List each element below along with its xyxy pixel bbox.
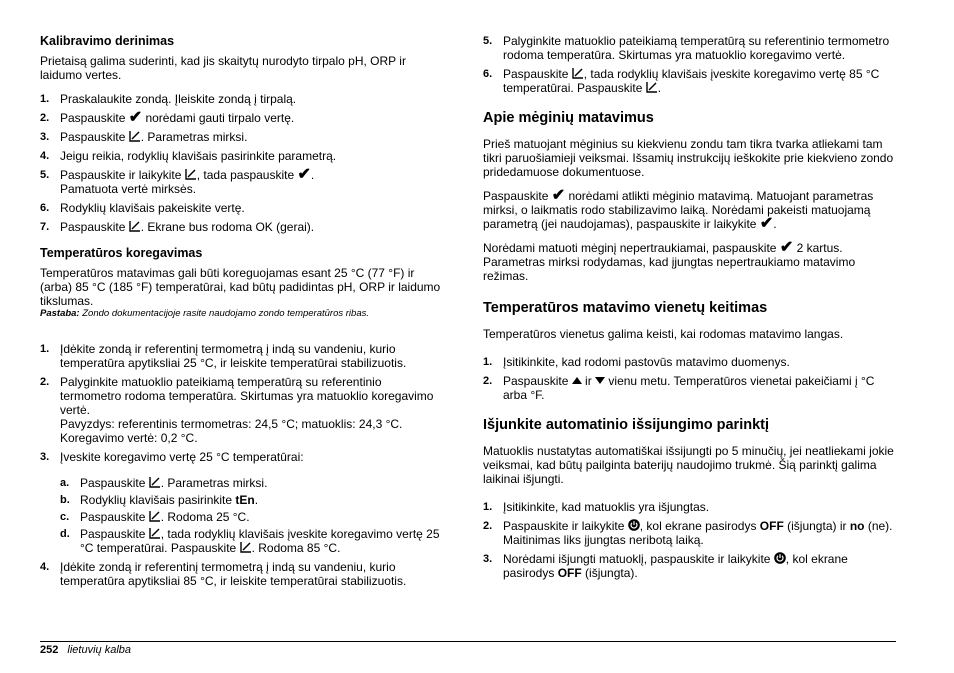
temperature-units-steps: [483, 355, 895, 402]
list-item: 1. Įsitikinkite, kad rodomi pastovūs matavimo duomenys.: [483, 355, 790, 369]
list-item: 3. Paspauskite . Parametras mirksi.: [40, 130, 248, 144]
calibrate-icon: [149, 527, 161, 539]
list-item: 5. Palyginkite matuoklio pateikiamą temperatūrą su referentinio termometro rodoma temperatūra. Skirtumas yra matuoklio koregavimo vertė.: [483, 34, 890, 62]
page-number: 252: [40, 644, 59, 656]
list-item: 4. Įdėkite zondą ir referentinį termometrą į indą su vandeniu, kurio temperatūra apytiksliai 85 °C, ir leiskite temperatūrai stabilizuotis.: [40, 560, 407, 588]
list-item: b. Rodyklių klavišais pasirinkite tEn.: [60, 493, 259, 507]
section-heading-calibration-adjust: Kalibravimo derinimas: [40, 34, 175, 48]
list-item: 1. Įsitikinkite, kad matuoklis yra išjungtas.: [483, 500, 710, 514]
list-item: 2. Paspauskite ✔ norėdami gauti tirpalo vertę.: [40, 109, 295, 126]
section-heading-sample-measurements: Apie mėginių matavimus: [483, 110, 654, 126]
section-heading-temperature-units: Temperatūros matavimo vienetų keitimas: [483, 300, 768, 316]
list-item: 5. Paspauskite ir laikykite , tada paspauskite ✔. Pamatuota vertė mirksės.: [40, 166, 315, 196]
section-heading-temperature-adjust: Temperatūros koregavimas: [40, 246, 203, 260]
temperature-intro: Temperatūros matavimas gali būti koreguojamas esant 25 °C (77 °F) ir (arba) 85 °C (185 °F) temperatūrai, kad būtų padidintas pH, ORP ir laidumo tikslumas.: [40, 266, 441, 308]
note: Pastaba: Zondo dokumentacijoje rasite naudojamo zondo temperatūros ribas.: [40, 308, 369, 319]
auto-shutoff-steps: [483, 500, 895, 580]
list-item: 1. Praskalaukite zondą. Įleiskite zondą į tirpalą.: [40, 92, 297, 106]
power-icon: [628, 519, 640, 531]
calibrate-icon: [240, 541, 252, 553]
temperature-steps: [40, 342, 442, 588]
section-heading-auto-shutoff: Išjunkite automatinio išsijungimo parinktį: [483, 417, 770, 433]
left-column: [40, 34, 442, 600]
calibrate-icon: [185, 168, 197, 180]
check-icon: ✔: [779, 239, 794, 256]
check-icon: ✔: [759, 215, 774, 232]
list-item: 2. Paspauskite ir vienu metu. Temperatūros vienetai pakeičiami į °C arba °F.: [483, 374, 875, 402]
calibrate-icon: [129, 220, 141, 232]
calibrate-icon: [129, 130, 141, 142]
list-item: 6. Paspauskite , tada rodyklių klavišais įveskite koregavimo vertę 85 °C temperatūrai. Paspauskite .: [483, 67, 880, 95]
calibration-intro: Prietaisą galima suderinti, kad jis skaitytų nurodyto tirpalo pH, ORP ir laidumo vertes.: [40, 54, 406, 82]
sample-paragraph-1: Prieš matuojant mėginius su kiekvienu zondu tam tikra tvarka atliekami tam tikri paruošiamieji veiksmai. Išsamių instrukcijų ieškokite prie kiekvieno zondo pridedamuose dokumentuose.: [483, 137, 894, 179]
footer-divider: [40, 641, 896, 642]
temperature-substeps: [60, 476, 442, 555]
list-item: 7. Paspauskite . Ekrane bus rodoma OK (gerai).: [40, 220, 315, 234]
temperature-steps-continued: [483, 34, 895, 95]
up-arrow-icon: [572, 377, 582, 384]
down-arrow-icon: [595, 377, 605, 384]
right-column: [483, 34, 895, 592]
sample-paragraph-2: Paspauskite ✔ norėdami atlikti mėginio matavimą. Matuojant parametras mirksi, o laikmatis rodo stabilizavimo laiką. Norėdami pakeisti matuojamą parametrą (jei naudojamas), paspauskite ir laikykite ✔.: [483, 187, 874, 232]
list-item: c. Paspauskite . Rodoma 25 °C.: [60, 510, 250, 524]
calibrate-icon: [149, 476, 161, 488]
list-item: 4. Jeigu reikia, rodyklių klavišais pasirinkite parametrą.: [40, 149, 337, 163]
auto-shutoff-intro: Matuoklis nustatytas automatiškai išsijungti po 5 minučių, jei neatliekami jokie veiksmai, kad būtų pailginta baterijų naudojimo trukmė. Šią parinktį galima laikinai išjungti.: [483, 444, 894, 486]
list-item: 3. Norėdami išjungti matuoklį, paspauskite ir laikykite , kol ekrane pasirodys OFF (išjungta).: [483, 552, 848, 580]
calibrate-icon: [572, 67, 584, 79]
list-item: 6. Rodyklių klavišais pakeiskite vertę.: [40, 201, 245, 215]
list-item: 1. Įdėkite zondą ir referentinį termometrą į indą su vandeniu, kurio temperatūra apytiksliai 25 °C, ir leiskite temperatūrai stabilizuotis.: [40, 342, 407, 370]
temperature-units-intro: Temperatūros vienetus galima keisti, kai rodomas matavimo langas.: [483, 327, 844, 341]
page-footer: [40, 644, 131, 657]
power-icon: [774, 552, 786, 564]
check-icon: ✔: [297, 166, 311, 183]
list-item: a. Paspauskite . Parametras mirksi.: [60, 476, 268, 490]
list-item: 3. Įveskite koregavimo vertę 25 °C temperatūrai: a. Paspauskite . Parametras mirksi. b. Rodyklių klavišais pasirinkite tEn. c. Paspauskite . Rodoma 25 °C. d. Paspauskite , tada rodyklių klavišais įveskite koregavimo vertę 25 °C temperatūrai. Paspauskite . Rodoma 85 °C.: [40, 450, 442, 555]
calibration-steps: [40, 92, 442, 234]
list-item: 2. Paspauskite ir laikykite , kol ekrane pasirodys OFF (išjungta) ir no (ne). Maitinimas liks įjungtas neribotą laiką.: [483, 519, 893, 547]
sample-paragraph-3: Norėdami matuoti mėginį nepertraukiamai, paspauskite ✔ 2 kartus. Parametras mirksi rodydamas, kad įjungtas nepertraukiamo matavimo režimas.: [483, 239, 856, 283]
check-icon: ✔: [551, 187, 566, 204]
list-item: d. Paspauskite , tada rodyklių klavišais įveskite koregavimo vertę 25 °C temperatūrai. Paspauskite . Rodoma 85 °C.: [60, 527, 440, 555]
footer-language: lietuvių kalba: [67, 644, 132, 656]
calibrate-icon: [646, 81, 658, 93]
list-item: 2. Palyginkite matuoklio pateikiamą temperatūrą su referentinio termometro rodoma temperatūra. Skirtumas yra matuoklio koregavimo vertė. Pavyzdys: referentinis termometras: 24,5 °C; matuoklis: 24,3 °C. Koregavimo vertė: 0,2 °C.: [40, 375, 434, 445]
calibrate-icon: [149, 510, 161, 522]
check-icon: ✔: [128, 109, 143, 126]
